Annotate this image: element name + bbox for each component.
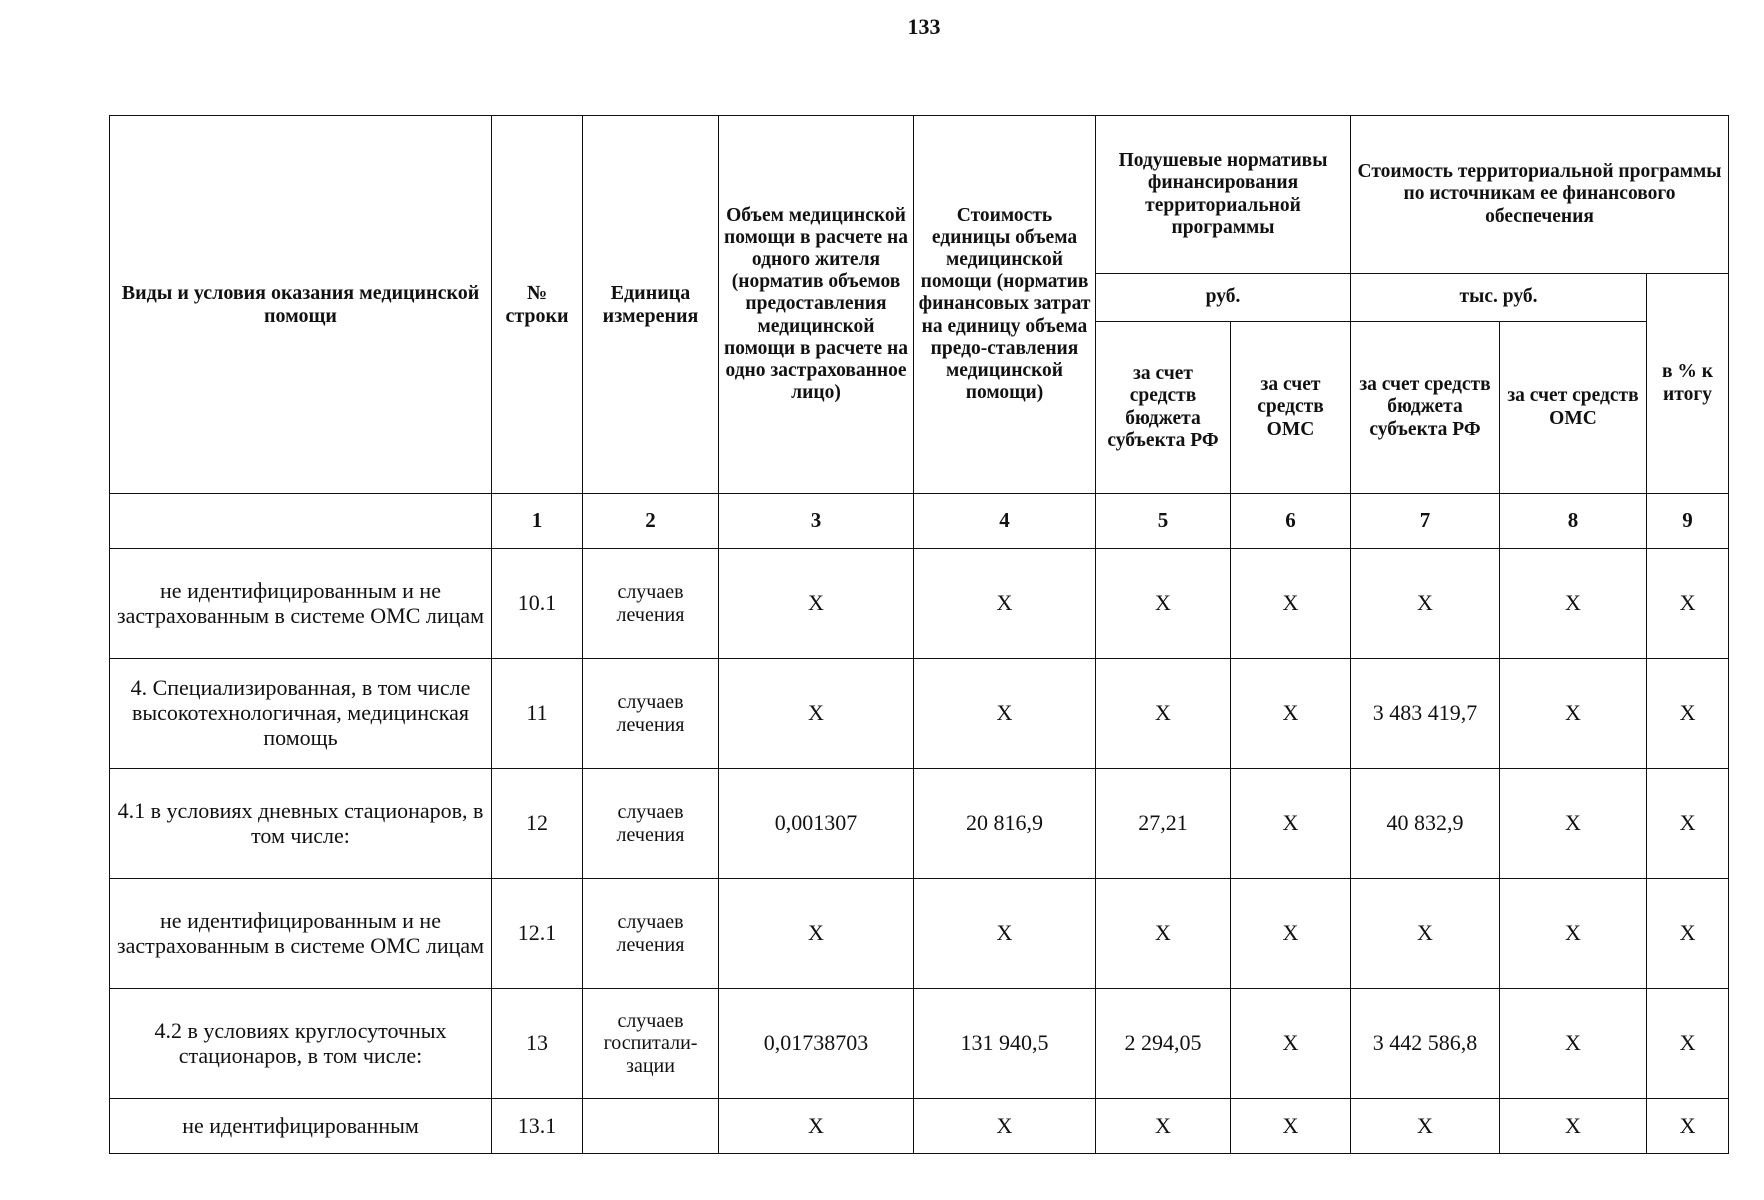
cell-oms: Х xyxy=(1231,989,1351,1099)
column-number: 2 xyxy=(583,494,719,549)
table-row xyxy=(110,1099,1729,1154)
column-number: 1 xyxy=(492,494,583,549)
column-number-row xyxy=(110,494,1729,549)
cell-budget-rf: Х xyxy=(1096,879,1231,989)
table-row xyxy=(110,989,1729,1099)
cell-percent: Х xyxy=(1647,659,1729,769)
header-percent: в % к итогу xyxy=(1647,274,1729,494)
table-row xyxy=(110,879,1729,989)
cell-budget-rf: Х xyxy=(1096,1099,1231,1154)
cell-oms: Х xyxy=(1231,769,1351,879)
header-oms: за счет средств ОМС xyxy=(1231,322,1351,494)
cell-percent: Х xyxy=(1647,879,1729,989)
financing-table xyxy=(109,115,1729,1154)
cell-budget-rf-2: 3 442 586,8 xyxy=(1351,989,1500,1099)
header-type: Виды и условия оказания медицинской помощи xyxy=(110,116,492,494)
row-name: не идентифицированным и не застрахованным в системе ОМС лицам xyxy=(110,879,492,989)
cell-cost-unit: 131 940,5 xyxy=(914,989,1096,1099)
row-unit: случаев лечения xyxy=(583,549,719,659)
table-header xyxy=(110,116,1729,494)
row-number: 11 xyxy=(492,659,583,769)
row-unit xyxy=(583,1099,719,1154)
cell-percent: Х xyxy=(1647,1099,1729,1154)
row-number: 12 xyxy=(492,769,583,879)
header-oms-2: за счет средств ОМС xyxy=(1500,322,1647,494)
row-name: 4.1 в условиях дневных стационаров, в том числе: xyxy=(110,769,492,879)
header-cost-program-group: Стоимость территориальной программы по источникам ее финансового обеспечения xyxy=(1351,116,1729,274)
cell-oms: Х xyxy=(1231,659,1351,769)
table-row xyxy=(110,659,1729,769)
row-name: не идентифицированным и не застрахованным в системе ОМС лицам xyxy=(110,549,492,659)
column-number: 3 xyxy=(719,494,914,549)
cell-budget-rf: 27,21 xyxy=(1096,769,1231,879)
cell-cost-unit: Х xyxy=(914,1099,1096,1154)
header-cost-unit: Стоимость единицы объема медицинской помощи (норматив финансовых затрат на единицу объема предо-ставления медицинской помощи) xyxy=(914,116,1096,494)
cell-budget-rf-2: 3 483 419,7 xyxy=(1351,659,1500,769)
cell-cost-unit: Х xyxy=(914,659,1096,769)
cell-volume: Х xyxy=(719,1099,914,1154)
header-budget-rf-2: за счет средств бюджета субъекта РФ xyxy=(1351,322,1500,494)
cell-budget-rf: Х xyxy=(1096,549,1231,659)
cell-volume: Х xyxy=(719,659,914,769)
row-number: 10.1 xyxy=(492,549,583,659)
cell-budget-rf-2: Х xyxy=(1351,549,1500,659)
row-name: 4. Специализированная, в том числе высокотехнологичная, медицинская помощь xyxy=(110,659,492,769)
cell-volume: 0,001307 xyxy=(719,769,914,879)
cell-oms-2: Х xyxy=(1500,769,1647,879)
page-number: 133 xyxy=(907,14,941,39)
header-volume: Объем медицинской помощи в расчете на одного жителя (норматив объемов предоставления медицинской помощи в расчете на одно застрахованное лицо) xyxy=(719,116,914,494)
cell-percent: Х xyxy=(1647,989,1729,1099)
cell-volume: Х xyxy=(719,879,914,989)
cell-percent: Х xyxy=(1647,549,1729,659)
table-body xyxy=(110,494,1729,1154)
row-name: 4.2 в условиях круглосуточных стационаров, в том числе: xyxy=(110,989,492,1099)
table-row xyxy=(110,769,1729,879)
table-row xyxy=(110,549,1729,659)
column-number xyxy=(110,494,492,549)
cell-volume: Х xyxy=(719,549,914,659)
column-number: 7 xyxy=(1351,494,1500,549)
header-sub-thous-rub: тыс. руб. xyxy=(1351,274,1647,322)
column-number: 5 xyxy=(1096,494,1231,549)
cell-budget-rf: Х xyxy=(1096,659,1231,769)
cell-oms: Х xyxy=(1231,549,1351,659)
cell-oms: Х xyxy=(1231,879,1351,989)
cell-cost-unit: 20 816,9 xyxy=(914,769,1096,879)
column-number: 8 xyxy=(1500,494,1647,549)
cell-budget-rf-2: 40 832,9 xyxy=(1351,769,1500,879)
column-number: 6 xyxy=(1231,494,1351,549)
cell-oms-2: Х xyxy=(1500,659,1647,769)
column-number: 9 xyxy=(1647,494,1729,549)
cell-budget-rf: 2 294,05 xyxy=(1096,989,1231,1099)
row-number: 13 xyxy=(492,989,583,1099)
row-unit: случаев лечения xyxy=(583,659,719,769)
header-sub-rub: руб. xyxy=(1096,274,1351,322)
row-unit: случаев лечения xyxy=(583,769,719,879)
row-unit: случаев госпитали-зации xyxy=(583,989,719,1099)
cell-oms: Х xyxy=(1231,1099,1351,1154)
cell-oms-2: Х xyxy=(1500,989,1647,1099)
column-number: 4 xyxy=(914,494,1096,549)
cell-budget-rf-2: Х xyxy=(1351,879,1500,989)
header-per-capita-group: Подушевые нормативы финансирования территориальной программы xyxy=(1096,116,1351,274)
cell-percent: Х xyxy=(1647,769,1729,879)
header-budget-rf: за счет средств бюджета субъекта РФ xyxy=(1096,322,1231,494)
cell-oms-2: Х xyxy=(1500,549,1647,659)
cell-cost-unit: Х xyxy=(914,549,1096,659)
row-number: 12.1 xyxy=(492,879,583,989)
row-unit: случаев лечения xyxy=(583,879,719,989)
row-number: 13.1 xyxy=(492,1099,583,1154)
cell-budget-rf-2: Х xyxy=(1351,1099,1500,1154)
cell-volume: 0,01738703 xyxy=(719,989,914,1099)
header-unit: Единица измерения xyxy=(583,116,719,494)
header-row-no: № строки xyxy=(492,116,583,494)
cell-cost-unit: Х xyxy=(914,879,1096,989)
row-name: не идентифицированным xyxy=(110,1099,492,1154)
cell-oms-2: Х xyxy=(1500,1099,1647,1154)
cell-oms-2: Х xyxy=(1500,879,1647,989)
